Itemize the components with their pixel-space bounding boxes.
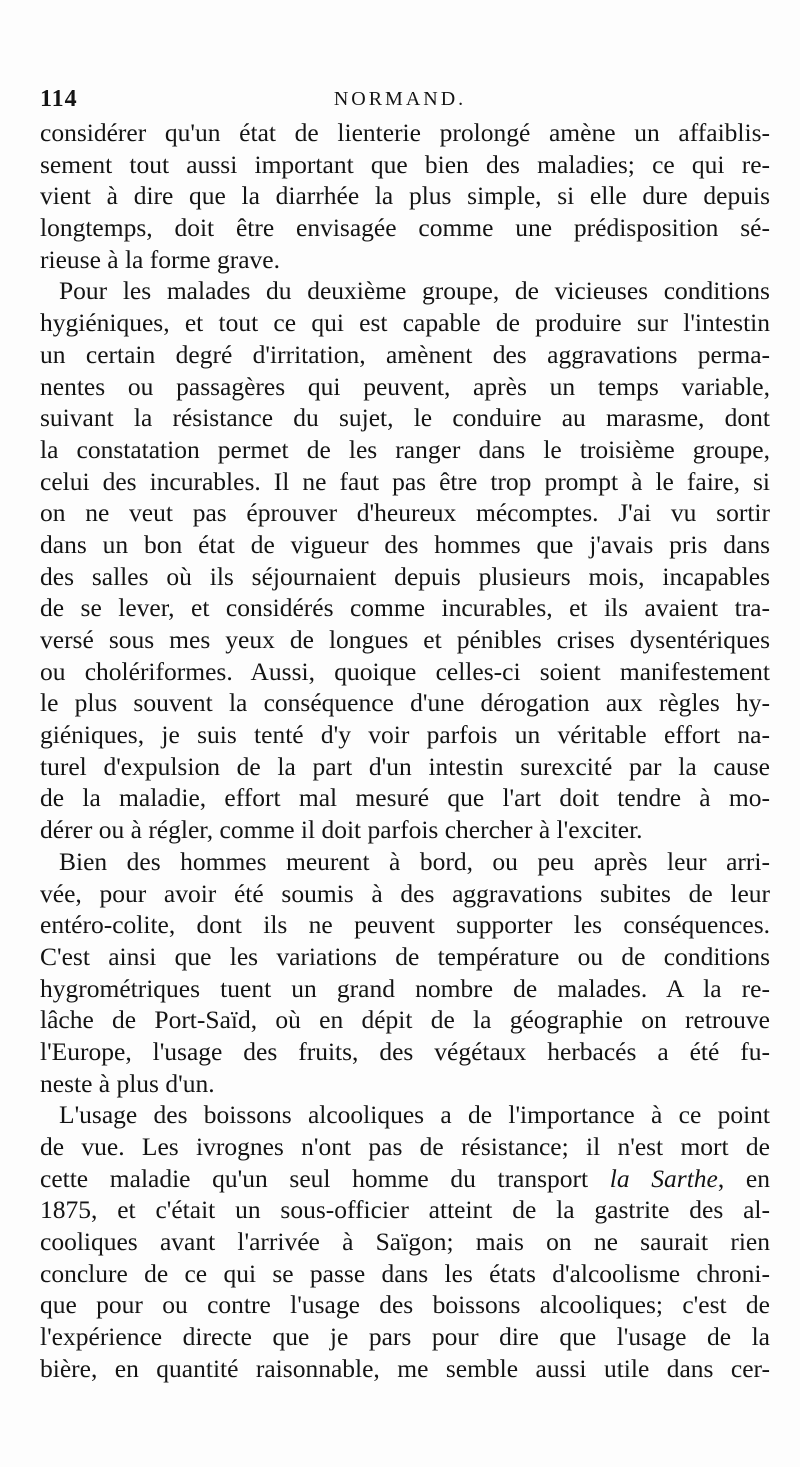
text-line: C'est ainsi que les variations de température ou de conditions bbox=[40, 941, 770, 971]
text-line: des salles où ils séjournaient depuis plusieurs mois, incapables bbox=[40, 561, 770, 591]
text-line: de se lever, et considérés comme incurables, et ils avaient tra- bbox=[40, 593, 770, 623]
text-line: dérer ou à régler, comme il doit parfois chercher à l'exciter. bbox=[40, 815, 643, 845]
text-line: versé sous mes yeux de longues et pénibles crises dysentériques bbox=[40, 625, 770, 654]
text-line: Pour les malades du deuxième groupe, de vicieuses conditions bbox=[59, 276, 770, 306]
page-header bbox=[40, 86, 760, 116]
text-line: rieuse à la forme grave. bbox=[40, 244, 280, 274]
text-line: sement tout aussi important que bien des maladies; ce qui re- bbox=[40, 149, 770, 179]
text-segment: , en bbox=[717, 1163, 770, 1193]
running-head: NORMAND. bbox=[333, 88, 467, 110]
text-line-with-italic bbox=[40, 1163, 770, 1195]
text-line: un certain degré d'irritation, amènent des aggravations perma- bbox=[40, 339, 770, 369]
text-line: lâche de Port-Saïd, où en dépit de la géographie on retrouve bbox=[40, 1005, 770, 1035]
text-line: cooliques avant l'arrivée à Saïgon; mais on ne saurait rien bbox=[40, 1227, 770, 1257]
text-line: de la maladie, effort mal mesuré que l'art doit tendre à mo- bbox=[40, 783, 770, 813]
text-line: l'expérience directe que je pars pour dire que l'usage de la bbox=[40, 1322, 770, 1352]
text-line: giéniques, je suis tenté d'y voir parfois un véritable effort na- bbox=[40, 720, 770, 750]
text-line: L'usage des boissons alcooliques a de l'importance à ce point bbox=[59, 1100, 770, 1130]
text-line: turel d'expulsion de la part d'un intestin surexcité par la cause bbox=[40, 751, 770, 781]
text-line: Bien des hommes meurent à bord, ou peu après leur arri- bbox=[59, 846, 770, 876]
body-text bbox=[40, 117, 770, 1385]
text-line: neste à plus d'un. bbox=[40, 1068, 215, 1098]
text-line: celui des incurables. Il ne faut pas être trop prompt à le faire, si bbox=[40, 466, 770, 496]
text-line: ou cholériformes. Aussi, quoique celles-ci soient manifestement bbox=[40, 656, 770, 686]
text-segment: cette maladie qu'un seul homme du transport bbox=[40, 1163, 589, 1193]
text-line: on ne veut pas éprouver d'heureux mécomptes. J'ai vu sortir bbox=[40, 498, 770, 528]
text-line: bière, en quantité raisonnable, me semble aussi utile dans cer- bbox=[40, 1353, 770, 1383]
text-line: 1875, et c'était un sous-officier atteint de la gastrite des al- bbox=[40, 1195, 770, 1225]
ship-name: la Sarthe bbox=[609, 1163, 718, 1193]
text-line: vée, pour avoir été soumis à des aggravations subites de leur bbox=[40, 878, 770, 908]
text-line: considérer qu'un état de lienterie prolongé amène un affaiblis- bbox=[40, 118, 770, 147]
text-line: de vue. Les ivrognes n'ont pas de résistance; il n'est mort de bbox=[40, 1132, 770, 1161]
text-line: suivant la résistance du sujet, le conduire au marasme, dont bbox=[40, 403, 770, 433]
text-line: que pour ou contre l'usage des boissons alcooliques; c'est de bbox=[40, 1290, 770, 1320]
text-line: dans un bon état de vigueur des hommes que j'avais pris dans bbox=[40, 529, 770, 559]
text-line: hygiéniques, et tout ce qui est capable de produire sur l'intestin bbox=[40, 308, 770, 338]
text-line: le plus souvent la conséquence d'une dérogation aux règles hy- bbox=[40, 688, 770, 718]
text-line: longtemps, doit être envisagée comme une prédisposition sé- bbox=[40, 213, 770, 243]
text-line: vient à dire que la diarrhée la plus simple, si elle dure depuis bbox=[40, 181, 770, 211]
text-line: entéro-colite, dont ils ne peuvent supporter les conséquences. bbox=[40, 910, 770, 940]
text-line: conclure de ce qui se passe dans les états d'alcoolisme chroni- bbox=[40, 1258, 770, 1288]
text-line: nentes ou passagères qui peuvent, après un temps variable, bbox=[40, 371, 770, 401]
text-line: l'Europe, l'usage des fruits, des végétaux herbacés a été fu- bbox=[40, 1036, 770, 1066]
page-number: 114 bbox=[40, 86, 78, 112]
text-line: hygrométriques tuent un grand nombre de malades. A la re- bbox=[40, 973, 770, 1003]
text-line: la constatation permet de les ranger dans le troisième groupe, bbox=[40, 434, 770, 464]
